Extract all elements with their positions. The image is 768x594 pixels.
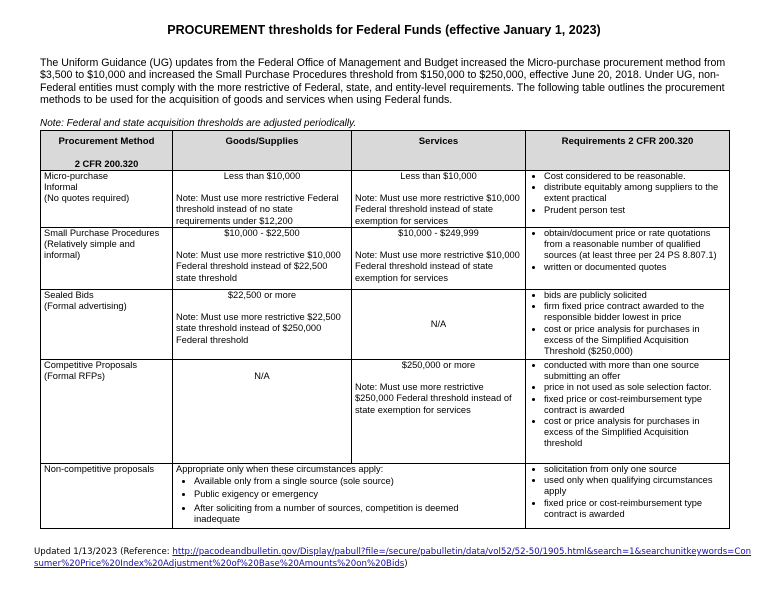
services-note: Note: Must use more restrictive $10,000 Federal threshold instead of state exemption for services [355,250,520,283]
goods-cell [173,290,352,360]
method-cell [41,290,173,360]
requirement-item: • bids are publicly solicited [544,290,726,301]
method-name: Sealed Bids [44,290,94,300]
goods-cell [173,171,352,228]
header-method [41,131,173,171]
header-services: Services [352,131,526,171]
services-amount: $250,000 or more [401,360,476,370]
services-cell [352,171,526,228]
requirement-item: • solicitation from only one source [544,464,726,475]
requirement-item: • firm fixed price contract awarded to the responsible bidder lowest in price [544,301,726,323]
goods-amount: $22,500 or more [227,290,297,300]
circumstances-intro: Appropriate only when these circumstances apply: [176,464,384,474]
method-detail: (No quotes required) [44,193,130,204]
goods-amount: $10,000 - $22,500 [224,228,300,238]
method-name: Small Purchase Procedures [44,228,160,238]
table-row [41,290,730,360]
services-amount: $10,000 - $249,999 [398,228,479,238]
method-cell [41,360,173,464]
services-amount: Less than $10,000 [400,171,477,181]
requirements-cell [526,171,730,228]
footer-reference [34,547,754,570]
page-title: PROCUREMENT thresholds for Federal Funds (effective January 1, 2023) [167,23,601,37]
header-method-label: Procurement Method [58,136,155,147]
requirement-item: • fixed price or cost-reimbursement type contract is awarded [544,394,726,416]
circumstance-item: • After soliciting from a number of sources, competition is deemed inadequate [194,503,484,525]
services-cell [352,290,526,360]
circumstance-item: • Available only from a single source (sole source) [194,476,522,487]
header-method-sub: 2 CFR 200.320 [74,158,139,170]
circumstance-item: • Public exigency or emergency [194,489,522,500]
intro-paragraph: The Uniform Guidance (UG) updates from the Federal Office of Management and Budget increased the Micro-purchase procurement method from $3,500 to $10,000 and increased the Small Purchase Procedures threshold from $150,000 to $250,000, effective June 20, 2018. Under UG, non-Federal entities must comply with the more restrictive of Federal, state, and entity-level requirements. The following table outlines the procurement methods to be used for the acquisition of goods and services when using Federal funds. [40,57,726,106]
services-amount: N/A [430,318,447,329]
requirements-cell [526,464,730,529]
requirements-cell [526,360,730,464]
goods-amount: N/A [254,371,270,381]
table-header-row [41,131,730,171]
method-cell [41,171,173,228]
procurement-table [40,130,730,529]
method-cell [41,464,173,529]
reference-link[interactable]: http://pacodeandbulletin.gov/Display/pabull?file=/secure/pabulletin/data/vol52/52-50/1905.html&search=1&searchunitkeywords=Consumer%20Price%20Index%20Adjustment%20of%20Base%20Amounts%20on%20Bids [34,547,752,569]
method-name: Non-competitive proposals [44,464,155,474]
header-goods: Goods/Supplies [173,131,352,171]
goods-cell [173,228,352,290]
method-detail: (Relatively simple and informal) [44,239,135,261]
requirement-item: • used only when qualifying circumstances apply [544,475,726,497]
table-row [41,171,730,228]
method-cell [41,228,173,290]
method-type: Informal [44,182,78,193]
footer-close: ) [404,558,408,569]
services-cell [352,228,526,290]
table-row [41,228,730,290]
goods-note: Note: Must use more restrictive Federal threshold instead of no state requirements under $12,200 [176,193,339,226]
services-note: Note: Must use more restrictive $250,000 Federal threshold instead of state exemption for services [355,382,512,415]
requirements-cell [526,228,730,290]
circumstances-cell [173,464,526,529]
method-name: Micro-purchase [44,171,109,181]
requirement-item: • written or documented quotes [544,262,726,273]
table-row [41,464,730,529]
requirement-item: • conducted with more than one source submitting an offer [544,360,726,382]
services-cell [352,360,526,464]
threshold-note: Note: Federal and state acquisition thresholds are adjusted periodically. [40,118,357,129]
header-requirements: Requirements 2 CFR 200.320 [526,131,730,171]
goods-note: Note: Must use more restrictive $10,000 Federal threshold instead of $22,500 state threshold [176,250,341,283]
goods-amount: Less than $10,000 [223,171,301,181]
requirement-item: • distribute equitably among suppliers to the extent practical [544,182,726,204]
requirement-item: • cost or price analysis for purchases in excess of the Simplified Acquisition threshold [544,416,726,450]
requirement-item: • price in not used as sole selection factor. [544,382,726,393]
footer-updated: Updated 1/13/2023 (Reference: [34,547,170,557]
goods-cell [173,360,352,464]
requirement-item: • cost or price analysis for purchases in excess of the Simplified Acquisition Threshold ($250,000) [544,324,726,358]
requirement-item: • Prudent person test [544,205,726,216]
goods-note: Note: Must use more restrictive $22,500 state threshold instead of $250,000 Federal threshold [176,312,341,345]
method-detail: (Formal RFPs) [44,371,105,382]
requirement-item: • Cost considered to be reasonable. [544,171,726,182]
method-name: Competitive Proposals [44,360,138,370]
requirement-item: • obtain/document price or rate quotations from a reasonable number of qualified sources (at least three per 24 PS 8.807.1) [544,228,726,262]
requirement-item: • fixed price or cost-reimbursement type contract is awarded [544,498,726,520]
method-detail: (Formal advertising) [44,301,127,312]
table-row [41,360,730,464]
requirements-cell [526,290,730,360]
services-note: Note: Must use more restrictive $10,000 Federal threshold instead of state exemption for services [355,193,520,226]
